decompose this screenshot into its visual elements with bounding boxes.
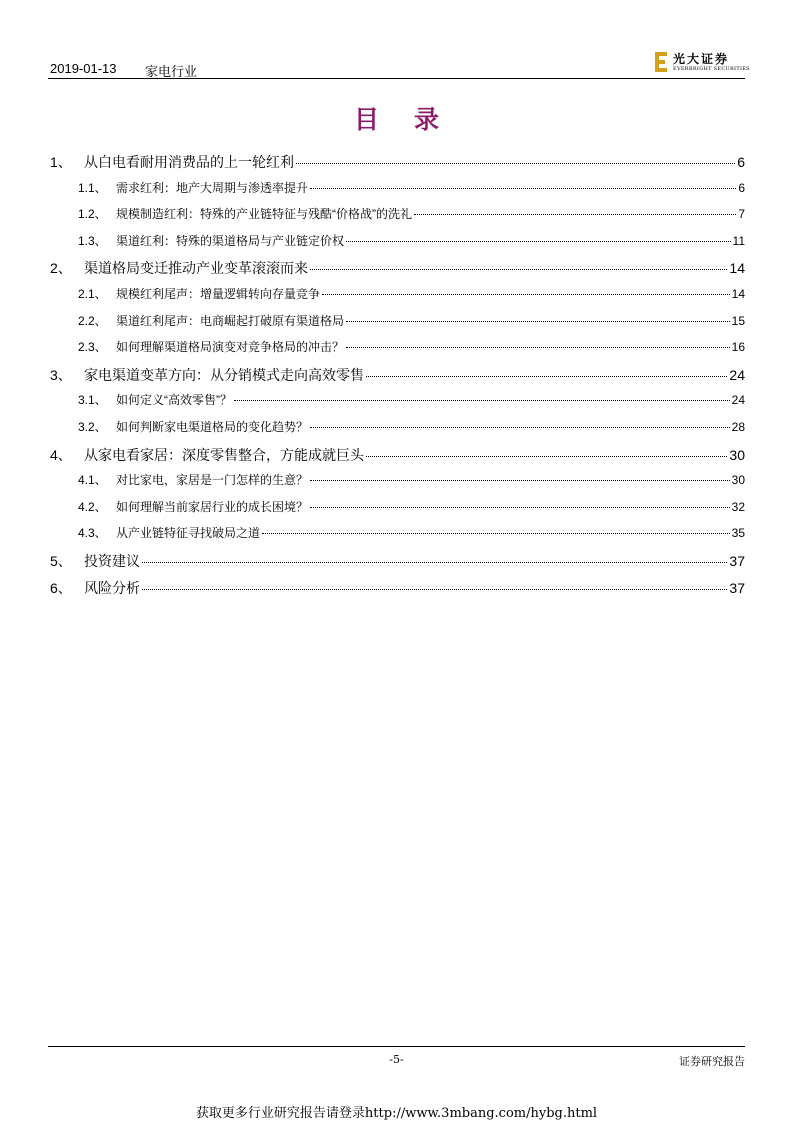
toc-entry-title: 如何理解渠道格局演变对竞争格局的冲击？	[116, 340, 345, 355]
toc-entry[interactable]	[48, 338, 745, 355]
toc-entry-page: 14	[731, 287, 745, 301]
toc-entry-page: 35	[731, 526, 745, 541]
toc-entry-page: 11	[732, 233, 745, 248]
toc-entry-page: 24	[729, 366, 745, 383]
toc-entry-page: 7	[738, 207, 745, 222]
toc-entry-number: 4.1、	[78, 473, 107, 488]
toc-entry-number: 1.1、	[78, 180, 107, 195]
toc-entry-number: 1、	[50, 154, 72, 170]
toc-entry-number: 1.3、	[78, 233, 107, 248]
toc-entry-title: 如何定义“高效零售”？	[116, 393, 232, 408]
toc-entry-page: 24	[731, 393, 745, 408]
toc-entry-number: 3、	[50, 366, 72, 383]
toc-dot-leader	[346, 321, 730, 322]
toc-entry-number: 3.1、	[78, 393, 107, 408]
toc-entry-title: 渠道红利：特殊的渠道格局与产业链定价权	[116, 233, 345, 248]
toc-entry-page: 15	[731, 313, 745, 328]
toc-entry[interactable]	[48, 312, 745, 329]
toc-entry-page: 32	[731, 499, 745, 514]
toc-dot-leader	[366, 376, 727, 377]
toc-entry-number: 2.1、	[78, 287, 107, 301]
logo-subtitle: EVERBRIGHT SECURITIES	[673, 66, 750, 72]
toc-entry-title: 对比家电，家居是一门怎样的生意？	[116, 473, 309, 488]
toc-dot-leader	[310, 188, 736, 189]
toc-dot-leader	[234, 400, 730, 401]
toc-entry-page: 14	[729, 260, 745, 277]
toc-entry-title: 如何判断家电渠道格局的变化趋势？	[116, 420, 309, 434]
toc-entry-title: 从产业链特征寻找破局之道	[116, 526, 261, 541]
toc-entry-number: 4.3、	[78, 526, 107, 541]
toc-entry-page: 30	[731, 473, 745, 488]
toc-entry-page: 6	[738, 180, 745, 195]
toc-entry-title: 如何理解当前家居行业的成长困境？	[116, 499, 309, 514]
toc-entry[interactable]	[48, 232, 745, 249]
toc-entry[interactable]	[48, 365, 745, 385]
toc-entry-page: 6	[737, 154, 745, 170]
toc-entry-page: 37	[729, 553, 745, 569]
page-header	[48, 48, 750, 79]
industry-label: 家电行业	[145, 64, 198, 79]
toc-dot-leader	[322, 294, 730, 295]
toc-dot-leader	[262, 533, 730, 534]
toc-dot-leader	[296, 163, 735, 164]
toc-entry-title: 渠道格局变迁推动产业变革滚滚而来	[84, 260, 308, 277]
toc-dot-leader	[142, 562, 727, 563]
logo-name: 光大证券	[673, 52, 730, 66]
toc-entry-number: 6、	[50, 579, 72, 596]
toc-title: 目 录	[354, 106, 453, 134]
toc-entry[interactable]	[48, 152, 745, 172]
toc-entry[interactable]	[48, 418, 745, 435]
toc-dot-leader	[310, 507, 730, 508]
toc-entry-number: 4.2、	[78, 499, 107, 514]
toc-entry-page: 30	[729, 446, 745, 463]
toc-entry-page: 16	[731, 340, 745, 355]
toc-entry[interactable]	[48, 285, 745, 302]
toc-entry-page: 37	[729, 579, 745, 596]
toc-entry-number: 4、	[50, 446, 72, 463]
toc-entry-number: 2.3、	[78, 340, 107, 355]
toc-dot-leader	[366, 456, 727, 457]
toc-entry[interactable]	[48, 205, 745, 222]
toc-entry[interactable]	[48, 551, 745, 571]
toc-entry[interactable]	[48, 391, 745, 408]
toc-entry-title: 从家电看家居：深度零售整合，方能成就巨头	[84, 446, 364, 463]
toc-dot-leader	[310, 427, 730, 428]
page-footer	[48, 1046, 745, 1069]
page-number: -5-	[389, 1053, 404, 1066]
toc-entry-title: 风险分析	[84, 579, 140, 596]
toc-entry-title: 家电渠道变革方向：从分销模式走向高效零售	[84, 366, 364, 383]
toc-dot-leader	[346, 241, 731, 242]
toc-entry-number: 2、	[50, 260, 72, 277]
toc-entry-title: 渠道红利尾声：电商崛起打破原有渠道格局	[116, 313, 345, 328]
toc-entry[interactable]	[48, 524, 745, 541]
toc-entry[interactable]	[48, 179, 745, 196]
report-type-label: 证券研究报告	[679, 1056, 745, 1068]
toc-entry-title: 规模制造红利：特殊的产业链特征与残酷“价格战”的洗礼	[116, 207, 412, 222]
toc-entry-number: 1.2、	[78, 207, 107, 222]
toc-entry[interactable]	[48, 258, 745, 278]
toc-dot-leader	[310, 269, 727, 270]
toc-entry-title: 投资建议	[84, 553, 140, 569]
toc-entry[interactable]	[48, 445, 745, 465]
toc-dot-leader	[142, 589, 727, 590]
toc-entry-number: 5、	[50, 553, 72, 569]
toc-entry[interactable]	[48, 498, 745, 515]
toc-entry-title: 需求红利：地产大周期与渗透率提升	[116, 180, 309, 195]
toc-dot-leader	[310, 480, 730, 481]
toc-entry-number: 3.2、	[78, 420, 107, 434]
toc-dot-leader	[346, 347, 730, 348]
toc-entry-title: 规模红利尾声：增量逻辑转向存量竞争	[116, 287, 321, 301]
toc-entry-title: 从白电看耐用消费品的上一轮红利	[84, 154, 294, 170]
toc-entry[interactable]	[48, 471, 745, 488]
toc-entry[interactable]	[48, 578, 745, 598]
company-logo	[655, 50, 750, 76]
everbright-logo-icon	[655, 52, 667, 72]
download-link[interactable]: 获取更多行业研究报告请登录http://www.3mbang.com/hybg.html	[195, 1106, 598, 1121]
toc-dot-leader	[414, 214, 736, 215]
toc-entry-number: 2.2、	[78, 313, 107, 328]
report-date: 2019-01-13	[50, 61, 117, 76]
toc-entry-page: 28	[731, 420, 745, 434]
